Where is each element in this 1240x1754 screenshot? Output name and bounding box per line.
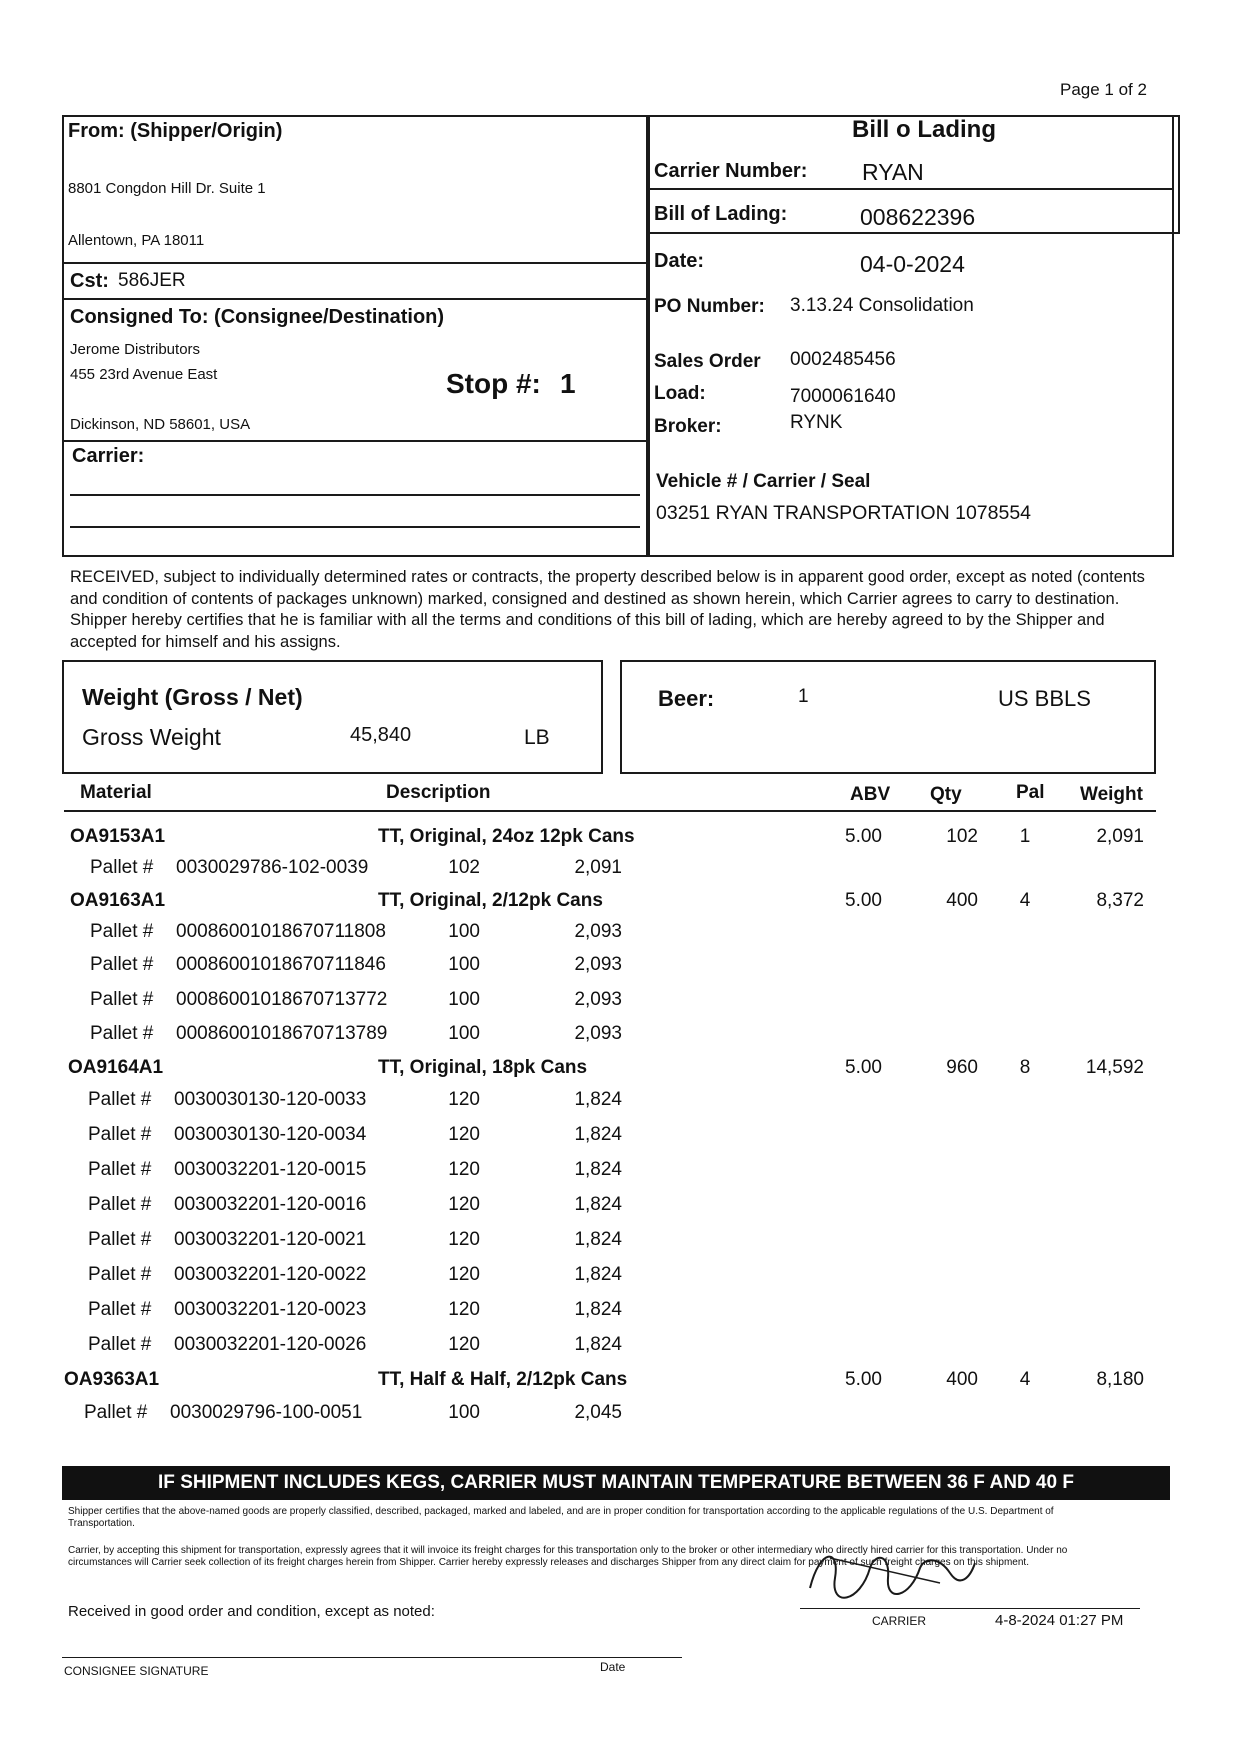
item-qty: 102 [946,826,978,847]
item-weight: 2,091 [1096,826,1144,847]
divider [62,298,648,300]
pallet-weight: 2,093 [574,921,622,942]
pallet-qty: 100 [448,921,480,942]
sales-order-label: Sales Order [654,351,761,372]
broker-value: RYNK [790,412,843,433]
pallet-label: Pallet # [84,1402,148,1423]
bill-of-lading-label: Bill of Lading: [654,203,788,225]
received-paragraph: RECEIVED, subject to individually determined rates or contracts, the property described below is in apparent good order, except as noted (contents and condition of contents of packages unknown) marked, consigned and destined as shown herein, which Carrier agrees to carry to destination. Shipper hereby certifies that he is familiar with all the terms and conditions of this bill of lading, which are hereby agreed to by the Shipper and accepted for himself and his assigns. [70,568,1145,651]
divider [62,262,648,264]
gross-weight-value: 45,840 [350,724,412,746]
pallet-weight: 1,824 [574,1089,622,1110]
bill-of-lading-value: 008622396 [860,204,976,230]
pallet-qty: 100 [448,1402,480,1423]
beer-unit: US BBLS [998,686,1091,711]
pallet-id: 00086001018670713789 [176,1023,388,1044]
pallet-id: 0030030130-120-0034 [174,1124,367,1145]
load-value: 7000061640 [790,386,896,407]
pallet-weight: 2,093 [574,1023,622,1044]
pallet-label: Pallet # [88,1124,152,1145]
from-label: From: (Shipper/Origin) [68,120,283,142]
cst-label: Cst: [70,270,109,292]
carrier-signature-datetime: 4-8-2024 01:27 PM [995,1612,1124,1629]
item-weight: 14,592 [1085,1057,1144,1078]
weight-box [62,660,603,774]
bol-title: Bill o Lading [852,116,996,143]
beer-label: Beer: [658,686,715,711]
pallet-id: 0030030130-120-0033 [174,1089,367,1110]
pallet-qty: 120 [448,1264,480,1285]
date-label: Date: [654,250,705,272]
pallet-weight: 2,093 [574,954,622,975]
item-material: OA9363A1 [64,1369,160,1390]
carrier-number-value: RYAN [862,159,924,185]
item-material: OA9153A1 [70,826,166,847]
header-weight: Weight [1080,784,1143,805]
item-material: OA9164A1 [68,1057,164,1078]
consignee-city: Dickinson, ND 58601, USA [70,416,251,433]
divider [62,440,648,442]
header-pal: Pal [1016,782,1045,803]
carrier-signature [800,1538,980,1608]
item-description: TT, Original, 18pk Cans [378,1057,588,1078]
pallet-weight: 1,824 [574,1159,622,1180]
header-abv: ABV [850,784,891,805]
pallet-label: Pallet # [90,921,154,942]
sales-order-value: 0002485456 [790,349,896,370]
pallet-id: 0030032201-120-0022 [174,1264,367,1285]
pallet-id: 0030032201-120-0015 [174,1159,367,1180]
pallet-weight: 1,824 [574,1229,622,1250]
broker-label: Broker: [654,416,722,437]
stop-value: 1 [560,368,576,399]
header-material: Material [80,782,152,803]
pallet-id: 00086001018670713772 [176,989,388,1010]
consignee-signature-line [62,1657,682,1658]
pallet-label: Pallet # [88,1264,152,1285]
pallet-label: Pallet # [88,1159,152,1180]
item-qty: 400 [946,1369,978,1390]
pallet-qty: 120 [448,1124,480,1145]
weight-title: Weight (Gross / Net) [82,684,303,710]
keg-temperature-banner: IF SHIPMENT INCLUDES KEGS, CARRIER MUST MAINTAIN TEMPERATURE BETWEEN 36 F AND 40 F [62,1466,1170,1500]
pallet-qty: 100 [448,954,480,975]
pallet-weight: 1,824 [574,1334,622,1355]
pallet-qty: 102 [448,857,480,878]
pallet-id: 0030032201-120-0021 [174,1229,367,1250]
pallet-id: 00086001018670711846 [176,954,386,975]
item-qty: 960 [946,1057,978,1078]
carrier-signature-label: CARRIER [872,1614,927,1628]
carrier-number-label: Carrier Number: [654,160,808,182]
date-value: 04-0-2024 [860,251,965,277]
pallet-qty: 120 [448,1194,480,1215]
consignee-signature-label: CONSIGNEE SIGNATURE [64,1664,209,1678]
pallet-qty: 120 [448,1334,480,1355]
pallet-label: Pallet # [90,857,154,878]
item-description: TT, Original, 24oz 12pk Cans [378,826,635,847]
carrier-label: Carrier: [72,445,145,467]
item-pal: 4 [1019,890,1031,911]
carrier-agreement: Carrier, by accepting this shipment for transportation, expressly agrees that it will invoice its freight charges for this transportation only to the broker or other intermediary who directly hired carrier for this transportation. Under no circumstances will Carrier seek collection of its freight charges herein from Shipper. Carrier hereby expressly releases and discharges Shipper from any direct claim for payment of such freight charges on this shipment. [68,1545,1068,1568]
pallet-weight: 2,091 [574,857,622,878]
item-pal: 8 [1019,1057,1031,1078]
pallet-weight: 1,824 [574,1299,622,1320]
pallet-qty: 120 [448,1159,480,1180]
from-address-line2: Allentown, PA 18011 [68,232,205,249]
vehicle-label: Vehicle # / Carrier / Seal [656,471,871,492]
pallet-weight: 1,824 [574,1124,622,1145]
stop-label: Stop #: [446,368,541,399]
gross-weight-label: Gross Weight [82,724,221,750]
pallet-qty: 120 [448,1229,480,1250]
pallet-label: Pallet # [88,1194,152,1215]
item-pal: 1 [1019,826,1031,847]
from-address-line1: 8801 Congdon Hill Dr. Suite 1 [68,180,266,197]
po-label: PO Number: [654,296,765,317]
pallet-label: Pallet # [88,1229,152,1250]
item-weight: 8,180 [1096,1369,1144,1390]
received-good-order: Received in good order and condition, except as noted: [68,1603,435,1620]
page-number: Page 1 of 2 [1060,80,1147,99]
item-weight: 8,372 [1096,890,1144,911]
pallet-weight: 2,093 [574,989,622,1010]
pallet-label: Pallet # [90,954,154,975]
table-header-rule [64,810,1156,812]
item-abv: 5.00 [845,1369,882,1390]
pallet-id: 0030032201-120-0026 [174,1334,367,1355]
cst-value: 586JER [118,270,186,291]
pallet-weight: 1,824 [574,1194,622,1215]
consigned-label: Consigned To: (Consignee/Destination) [70,306,445,328]
pallet-weight: 2,045 [574,1402,622,1423]
vehicle-value: 03251 RYAN TRANSPORTATION 1078554 [656,502,1032,524]
pallet-id: 0030029796-100-0051 [170,1402,363,1423]
item-abv: 5.00 [845,1057,882,1078]
item-description: TT, Original, 2/12pk Cans [378,890,603,911]
po-value: 3.13.24 Consolidation [790,295,974,316]
pallet-label: Pallet # [88,1299,152,1320]
load-label: Load: [654,383,706,404]
pallet-id: 0030029786-102-0039 [176,857,369,878]
beer-value: 1 [798,686,809,707]
header-qty: Qty [930,784,962,805]
pallet-qty: 100 [448,989,480,1010]
pallet-qty: 120 [448,1299,480,1320]
item-abv: 5.00 [845,826,882,847]
item-material: OA9163A1 [70,890,166,911]
pallet-qty: 120 [448,1089,480,1110]
pallet-qty: 100 [448,1023,480,1044]
carrier-line [70,494,640,496]
pallet-label: Pallet # [88,1334,152,1355]
pallet-id: 00086001018670711808 [176,921,386,942]
item-abv: 5.00 [845,890,882,911]
beer-box [620,660,1156,774]
shipper-certification: Shipper certifies that the above-named goods are properly classified, described, packaged, marked and labeled, and are in proper condition for transportation according to the applicable regulations of the U.S. Department of Transportation. [68,1506,1054,1529]
header-description: Description [386,782,491,803]
pallet-id: 0030032201-120-0023 [174,1299,367,1320]
consignee-date-label: Date [600,1660,626,1674]
item-description: TT, Half & Half, 2/12pk Cans [378,1369,628,1390]
pallet-id: 0030032201-120-0016 [174,1194,367,1215]
pallet-label: Pallet # [90,1023,154,1044]
consignee-name: Jerome Distributors [70,341,201,358]
consignee-street: 455 23rd Avenue East [70,366,218,383]
item-qty: 400 [946,890,978,911]
divider [648,188,1174,190]
pallet-label: Pallet # [88,1089,152,1110]
carrier-signature-line [800,1608,1140,1609]
item-pal: 4 [1019,1369,1031,1390]
pallet-weight: 1,824 [574,1264,622,1285]
carrier-line [70,526,640,528]
weight-unit: LB [524,726,550,749]
pallet-label: Pallet # [90,989,154,1010]
